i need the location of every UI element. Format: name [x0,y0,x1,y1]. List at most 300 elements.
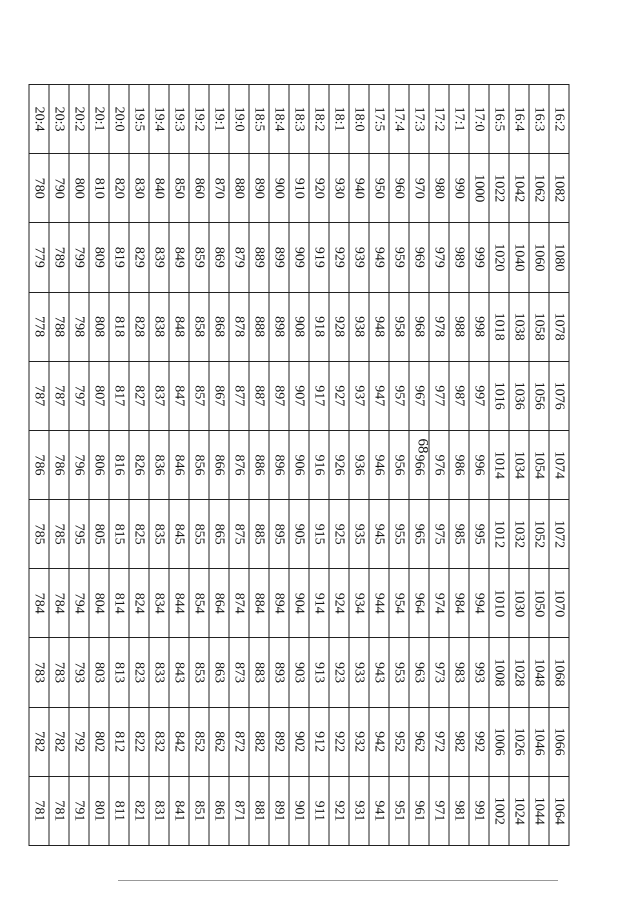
table-wrapper [32,84,570,846]
table-cell: 801 [89,776,109,845]
table-cell: 1076 [549,361,569,430]
table-cell: 899 [269,223,289,292]
table-row [109,85,129,846]
table-cell: 983 [449,638,469,707]
table-cell: 973 [429,638,449,707]
table-cell: 786 [49,430,69,499]
table-cell: 981 [449,776,469,845]
table-cell: 968 [409,292,429,361]
table-cell: 926 [329,430,349,499]
table-cell: 1008 [489,638,509,707]
table-cell: 816 [109,430,129,499]
table-cell: 878 [229,292,249,361]
table-row [209,85,229,846]
table-cell: 1062 [529,154,549,223]
table-row [229,85,249,846]
table-cell: 805 [89,500,109,569]
table-cell: 888 [249,292,269,361]
table-cell: 781 [49,776,69,845]
table-cell: 849 [169,223,189,292]
table-cell: 792 [69,707,89,776]
table-cell: 881 [249,776,269,845]
table-cell: 782 [29,707,49,776]
row-label-cell: 16:3 [529,85,549,154]
table-cell: 790 [49,154,69,223]
table-cell: 992 [469,707,489,776]
table-cell: 879 [229,223,249,292]
table-cell: 843 [169,638,189,707]
table-cell: 894 [269,569,289,638]
row-label-cell: 18:0 [349,85,369,154]
table-cell: 829 [129,223,149,292]
table-cell: 846 [169,430,189,499]
table-cell: 839 [149,223,169,292]
table-cell: 785 [29,500,49,569]
row-label-cell: 18:4 [269,85,289,154]
table-cell: 786 [29,430,49,499]
table-cell: 1082 [549,154,569,223]
table-cell: 928 [329,292,349,361]
table-cell: 996 [469,430,489,499]
table-cell: 1044 [529,776,549,845]
table-cell: 813 [109,638,129,707]
table-row [149,85,169,846]
table-row [269,85,289,846]
table-cell: 815 [109,500,129,569]
table-row [469,85,489,846]
table-cell: 1006 [489,707,509,776]
table-cell: 987 [449,361,469,430]
table-row [189,85,209,846]
table-cell: 920 [309,154,329,223]
table-cell: 913 [309,638,329,707]
table-cell: 807 [89,361,109,430]
row-label-cell: 20:3 [49,85,69,154]
table-cell: 880 [229,154,249,223]
table-cell: 1000 [469,154,489,223]
table-cell: 914 [309,569,329,638]
table-cell: 1066 [549,707,569,776]
table-cell: 923 [329,638,349,707]
table-cell: 944 [369,569,389,638]
table-row [549,85,569,846]
table-cell: 791 [69,776,89,845]
table-cell: 778 [29,292,49,361]
table-row [389,85,409,846]
table-cell: 822 [129,707,149,776]
table-row [429,85,449,846]
table-cell: 954 [389,569,409,638]
table-cell: 891 [269,776,289,845]
table-cell: 1068 [549,638,569,707]
table-cell: 830 [129,154,149,223]
table-cell: 1040 [509,223,529,292]
row-label-cell: 16:2 [549,85,569,154]
table-cell: 976 [429,430,449,499]
table-row [309,85,329,846]
table-cell: 903 [289,638,309,707]
table-cell: 904 [289,569,309,638]
table-cell: 1064 [549,776,569,845]
table-cell: 1042 [509,154,529,223]
table-cell: 967 [409,361,429,430]
table-cell: 934 [349,569,369,638]
table-cell: 901 [289,776,309,845]
row-label-cell: 16:4 [509,85,529,154]
table-cell: 861 [209,776,229,845]
table-cell: 984 [449,569,469,638]
table-cell: 1022 [489,154,509,223]
row-label-cell: 17:2 [429,85,449,154]
table-cell: 1074 [549,430,569,499]
table-cell: 905 [289,500,309,569]
table-cell: 889 [249,223,269,292]
table-cell: 925 [329,500,349,569]
table-cell: 902 [289,707,309,776]
table-cell: 948 [369,292,389,361]
table-cell: 789 [49,223,69,292]
table-cell: 875 [229,500,249,569]
table-cell: 1036 [509,361,529,430]
table-cell: 939 [349,223,369,292]
table-cell: 1046 [529,707,549,776]
table-cell: 978 [429,292,449,361]
table-cell: 1012 [489,500,509,569]
table-cell: 943 [369,638,389,707]
table-row [169,85,189,846]
table-cell: 795 [69,500,89,569]
table-row [89,85,109,846]
table-row [489,85,509,846]
table-cell: 847 [169,361,189,430]
table-cell: 788 [49,292,69,361]
table-cell: 882 [249,707,269,776]
table-cell: 912 [309,707,329,776]
row-label-cell: 16:5 [489,85,509,154]
table-cell: 1010 [489,569,509,638]
table-cell: 940 [349,154,369,223]
table-cell: 1078 [549,292,569,361]
table-cell: 908 [289,292,309,361]
table-cell: 826 [129,430,149,499]
data-table [29,84,570,846]
table-cell: 929 [329,223,349,292]
table-cell: 844 [169,569,189,638]
table-cell: 1052 [529,500,549,569]
table-cell: 915 [309,500,329,569]
table-cell: 961 [409,776,429,845]
table-cell: 910 [289,154,309,223]
table-cell: 862 [209,707,229,776]
table-row [249,85,269,846]
table-cell: 863 [209,638,229,707]
table-cell: 1058 [529,292,549,361]
table-cell: 785 [49,500,69,569]
table-cell: 828 [129,292,149,361]
table-cell: 845 [169,500,189,569]
table-row [369,85,389,846]
table-cell: 1034 [509,430,529,499]
table-cell: 842 [169,707,189,776]
table-cell: 962 [409,707,429,776]
table-cell: 980 [429,154,449,223]
table-cell: 959 [389,223,409,292]
table-cell: 1056 [529,361,549,430]
table-cell: 998 [469,292,489,361]
row-label-cell: 20:1 [89,85,109,154]
table-cell: 1016 [489,361,509,430]
table-cell: 821 [129,776,149,845]
table-cell: 907 [289,361,309,430]
table-cell: 997 [469,361,489,430]
table-cell: 784 [29,569,49,638]
table-cell: 942 [369,707,389,776]
table-cell: 909 [289,223,309,292]
table-cell: 809 [89,223,109,292]
table-cell: 977 [429,361,449,430]
table-cell: 848 [169,292,189,361]
table-cell: 995 [469,500,489,569]
row-label-cell: 18:1 [329,85,349,154]
table-cell: 787 [29,361,49,430]
table-cell: 986 [449,430,469,499]
table-cell: 784 [49,569,69,638]
table-cell: 834 [149,569,169,638]
table-row [29,85,49,846]
row-label-cell: 19:0 [229,85,249,154]
table-cell: 897 [269,361,289,430]
table-cell: 865 [209,500,229,569]
table-cell: 835 [149,500,169,569]
table-cell: 855 [189,500,209,569]
table-cell: 931 [349,776,369,845]
table-cell: 979 [429,223,449,292]
table-cell: 871 [229,776,249,845]
table-row [509,85,529,846]
table-cell: 945 [369,500,389,569]
table-cell: 1020 [489,223,509,292]
row-label-cell: 20:0 [109,85,129,154]
table-cell: 884 [249,569,269,638]
table-cell: 1054 [529,430,549,499]
table-cell: 1030 [509,569,529,638]
table-cell: 930 [329,154,349,223]
table-cell: 811 [109,776,129,845]
table-cell: 1048 [529,638,549,707]
table-cell: 946 [369,430,389,499]
table-cell: 999 [469,223,489,292]
table-cell: 814 [109,569,129,638]
table-cell: 804 [89,569,109,638]
table-cell: 918 [309,292,329,361]
table-cell: 916 [309,430,329,499]
table-cell: 985 [449,500,469,569]
table-cell: 781 [29,776,49,845]
row-label-cell: 18:2 [309,85,329,154]
table-cell: 870 [209,154,229,223]
table-cell: 812 [109,707,129,776]
table-cell: 924 [329,569,349,638]
table-cell: 866 [209,430,229,499]
table-cell: 783 [29,638,49,707]
table-cell: 911 [309,776,329,845]
table-cell: 883 [249,638,269,707]
table-cell: 876 [229,430,249,499]
table-row [129,85,149,846]
table-cell: 832 [149,707,169,776]
table-cell: 933 [349,638,369,707]
table-cell: 808 [89,292,109,361]
table-cell: 951 [389,776,409,845]
table-cell: 825 [129,500,149,569]
table-cell: 1002 [489,776,509,845]
table-cell: 900 [269,154,289,223]
row-label-cell: 20:2 [69,85,89,154]
table-cell: 895 [269,500,289,569]
table-cell: 950 [369,154,389,223]
table-cell: 818 [109,292,129,361]
table-cell: 989 [449,223,469,292]
table-cell: 1018 [489,292,509,361]
table-cell: 990 [449,154,469,223]
table-cell: 1032 [509,500,529,569]
table-cell: 836 [149,430,169,499]
table-cell: 851 [189,776,209,845]
table-cell: 947 [369,361,389,430]
table-cell: 963 [409,638,429,707]
table-cell: 974 [429,569,449,638]
row-label-cell: 18:5 [249,85,269,154]
row-label-cell: 19:2 [189,85,209,154]
table-cell: 840 [149,154,169,223]
table-cell: 854 [189,569,209,638]
table-cell: 820 [109,154,129,223]
table-cell: 1024 [509,776,529,845]
table-cell: 885 [249,500,269,569]
row-label-cell: 19:1 [209,85,229,154]
table-cell: 971 [429,776,449,845]
table-cell: 887 [249,361,269,430]
table-cell: 817 [109,361,129,430]
table-row [449,85,469,846]
table-cell: 780 [29,154,49,223]
table-cell: 838 [149,292,169,361]
table-cell: 827 [129,361,149,430]
table-cell: 921 [329,776,349,845]
table-cell: 868 [209,292,229,361]
table-cell: 794 [69,569,89,638]
table-cell: 966 [409,430,429,499]
table-cell: 833 [149,638,169,707]
table-cell: 819 [109,223,129,292]
table-cell: 886 [249,430,269,499]
table-cell: 1026 [509,707,529,776]
row-label-cell: 19:3 [169,85,189,154]
table-cell: 841 [169,776,189,845]
table-cell: 988 [449,292,469,361]
table-cell: 969 [409,223,429,292]
table-cell: 1080 [549,223,569,292]
table-cell: 800 [69,154,89,223]
table-cell: 960 [389,154,409,223]
table-cell: 937 [349,361,369,430]
table-cell: 869 [209,223,229,292]
table-cell: 824 [129,569,149,638]
table-cell: 892 [269,707,289,776]
table-row [49,85,69,846]
table-cell: 783 [49,638,69,707]
table-cell: 873 [229,638,249,707]
table-cell: 837 [149,361,169,430]
table-cell: 993 [469,638,489,707]
table-cell: 982 [449,707,469,776]
table-cell: 793 [69,638,89,707]
table-cell: 952 [389,707,409,776]
table-cell: 874 [229,569,249,638]
table-cell: 922 [329,707,349,776]
table-cell: 779 [29,223,49,292]
row-label-cell: 17:3 [409,85,429,154]
table-cell: 938 [349,292,369,361]
table-cell: 970 [409,154,429,223]
table-row [289,85,309,846]
table-cell: 853 [189,638,209,707]
table-row [329,85,349,846]
row-label-cell: 20:4 [29,85,49,154]
table-cell: 858 [189,292,209,361]
table-cell: 890 [249,154,269,223]
bottom-rule [118,880,558,881]
page-number: 68 [414,438,431,454]
table-cell: 953 [389,638,409,707]
table-row [409,85,429,846]
table-cell: 936 [349,430,369,499]
table-cell: 964 [409,569,429,638]
table-cell: 906 [289,430,309,499]
table-cell: 796 [69,430,89,499]
table-cell: 810 [89,154,109,223]
row-label-cell: 19:5 [129,85,149,154]
table-cell: 896 [269,430,289,499]
table-row [349,85,369,846]
table-cell: 867 [209,361,229,430]
row-label-cell: 19:4 [149,85,169,154]
table-cell: 782 [49,707,69,776]
table-cell: 965 [409,500,429,569]
table-body [29,85,569,846]
table-cell: 955 [389,500,409,569]
table-cell: 806 [89,430,109,499]
table-cell: 932 [349,707,369,776]
table-cell: 860 [189,154,209,223]
table-cell: 1028 [509,638,529,707]
table-cell: 1038 [509,292,529,361]
table-cell: 797 [69,361,89,430]
table-cell: 941 [369,776,389,845]
row-label-cell: 17:5 [369,85,389,154]
table-cell: 893 [269,638,289,707]
table-cell: 857 [189,361,209,430]
table-cell: 1060 [529,223,549,292]
table-cell: 935 [349,500,369,569]
table-cell: 919 [309,223,329,292]
table-row [529,85,549,846]
row-label-cell: 17:1 [449,85,469,154]
table-cell: 831 [149,776,169,845]
table-cell: 957 [389,361,409,430]
table-cell: 799 [69,223,89,292]
table-cell: 850 [169,154,189,223]
